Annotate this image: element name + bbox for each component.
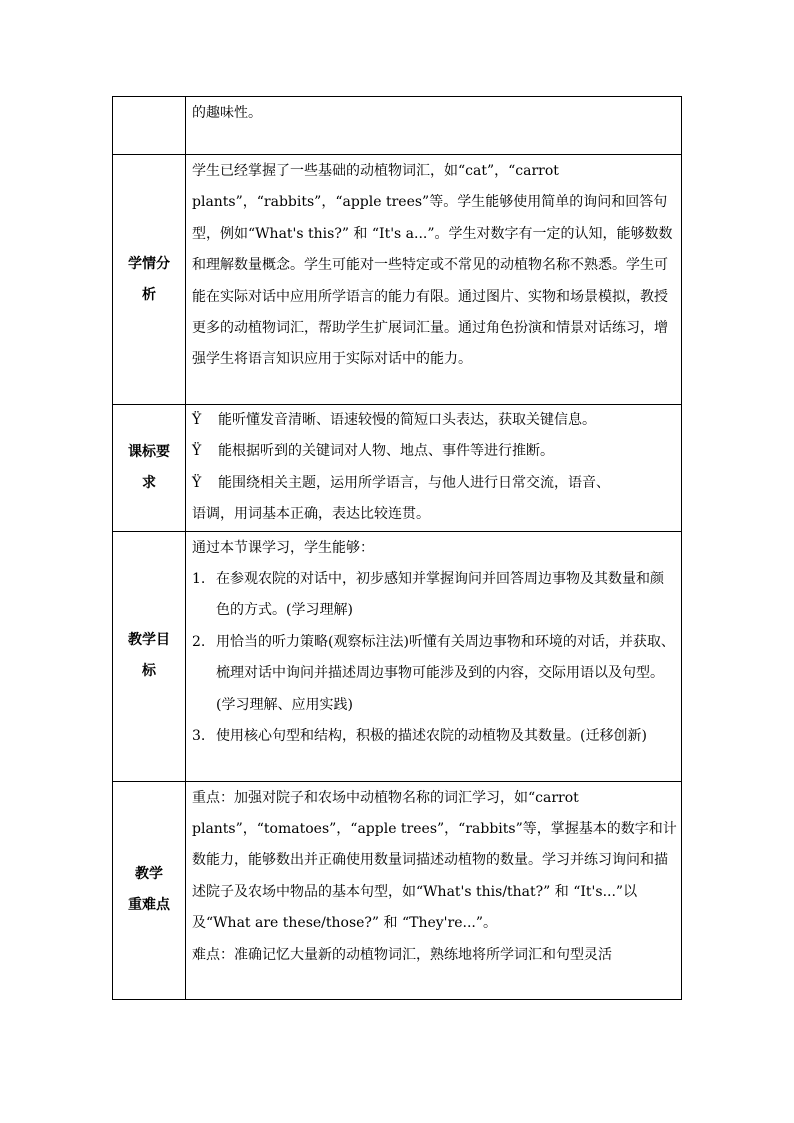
bullet-continuation: 语调，用词基本正确，表达比较连贯。	[192, 506, 430, 523]
row-student-analysis	[113, 155, 682, 405]
row-label-empty	[113, 97, 186, 155]
row-label	[113, 781, 186, 999]
label-line: 课标要	[128, 443, 170, 460]
objectives-intro: 通过本节课学习，学生能够：	[192, 539, 374, 556]
label-line: 求	[142, 474, 156, 491]
key-points-paragraph: 重点：加强对院子和农场中动植物名称的词汇学习，如“carrot plants”，“tomatoes”，“apple trees”，“rabbits”等，掌握基本的数字和计数能力，能够数出并正确使用数量词描述动植物的数量。学习并练习询问和描述院子及农场中物品的基本句型，如“What's this/that?” 和 “It's...”以及“What are these/those?” 和 “They're...”。	[192, 789, 677, 932]
row-key-difficult-points	[113, 781, 682, 999]
label-line: 教学	[135, 866, 163, 883]
bullet-icon: Ÿ	[192, 443, 202, 460]
item-text: 在参观农院的对话中，初步感知并掌握询问并回答周边事物及其数量和颜色的方式。(学习理解)	[216, 571, 664, 619]
bullet-item	[192, 436, 677, 467]
bullet-icon: Ÿ	[192, 474, 202, 491]
item-number: 1.	[192, 571, 206, 588]
paragraph: 学生已经掌握了一些基础的动植物词汇，如“cat”，“carrot plants”，“rabbits”，“apple trees”等。学生能够使用简单的询问和回答句型，例如“What's this?” 和 “It's a...”。学生对数字有一定的认知，能够数数和理解数量概念。学生可能对一些特定或不常见的动植物名称不熟悉。学生可能在实际对话中应用所学语言的能力有限。通过图片、实物和场景模拟，教授更多的动植物词汇，帮助学生扩展词汇量。通过角色扮演和情景对话练习，增强学生将语言知识应用于实际对话中的能力。	[192, 163, 673, 368]
bullet-icon: Ÿ	[192, 412, 202, 428]
bullet-item	[192, 405, 677, 436]
row-label	[113, 405, 186, 532]
bullet-text: 能围绕相关主题，运用所学语言，与他人进行日常交流，语音、	[218, 474, 610, 491]
label-line: 标	[142, 663, 156, 680]
objective-item	[192, 627, 677, 721]
paragraph: 的趣味性。	[192, 105, 262, 121]
row-label	[113, 531, 186, 781]
item-number: 2.	[192, 633, 206, 650]
row-content	[186, 155, 682, 405]
label-line: 重难点	[128, 897, 170, 914]
label-line: 学情分	[128, 255, 170, 272]
bullet-text: 能听懂发音清晰、语速较慢的简短口头表达，获取关键信息。	[218, 412, 596, 428]
item-text: 使用核心句型和结构，积极的描述农院的动植物及其数量。(迁移创新)	[216, 728, 647, 745]
row-content	[186, 531, 682, 781]
label-line: 教学目	[128, 632, 170, 649]
row-teaching-objectives	[113, 531, 682, 781]
row-content	[186, 781, 682, 999]
bullet-text: 能根据听到的关键词对人物、地点、事件等进行推断。	[218, 443, 554, 460]
row-content	[186, 97, 682, 155]
row-content	[186, 405, 682, 532]
item-number: 3.	[192, 728, 206, 745]
label-line: 析	[142, 286, 156, 303]
row-label	[113, 155, 186, 405]
row-continuation	[113, 97, 682, 155]
item-text: 用恰当的听力策略(观察标注法)听懂有关周边事物和环境的对话，并获取、梳理对话中询问并描述周边事物可能涉及到的内容，交际用语以及句型。(学习理解、应用实践)	[216, 633, 675, 713]
bullet-item	[192, 468, 677, 499]
lesson-plan-table	[112, 96, 682, 1000]
objective-item	[192, 564, 677, 627]
row-curriculum-requirements	[113, 405, 682, 532]
difficult-points-paragraph: 难点：准确记忆大量新的动植物词汇，熟练地将所学词汇和句型灵活	[192, 946, 612, 963]
objective-item	[192, 721, 677, 752]
